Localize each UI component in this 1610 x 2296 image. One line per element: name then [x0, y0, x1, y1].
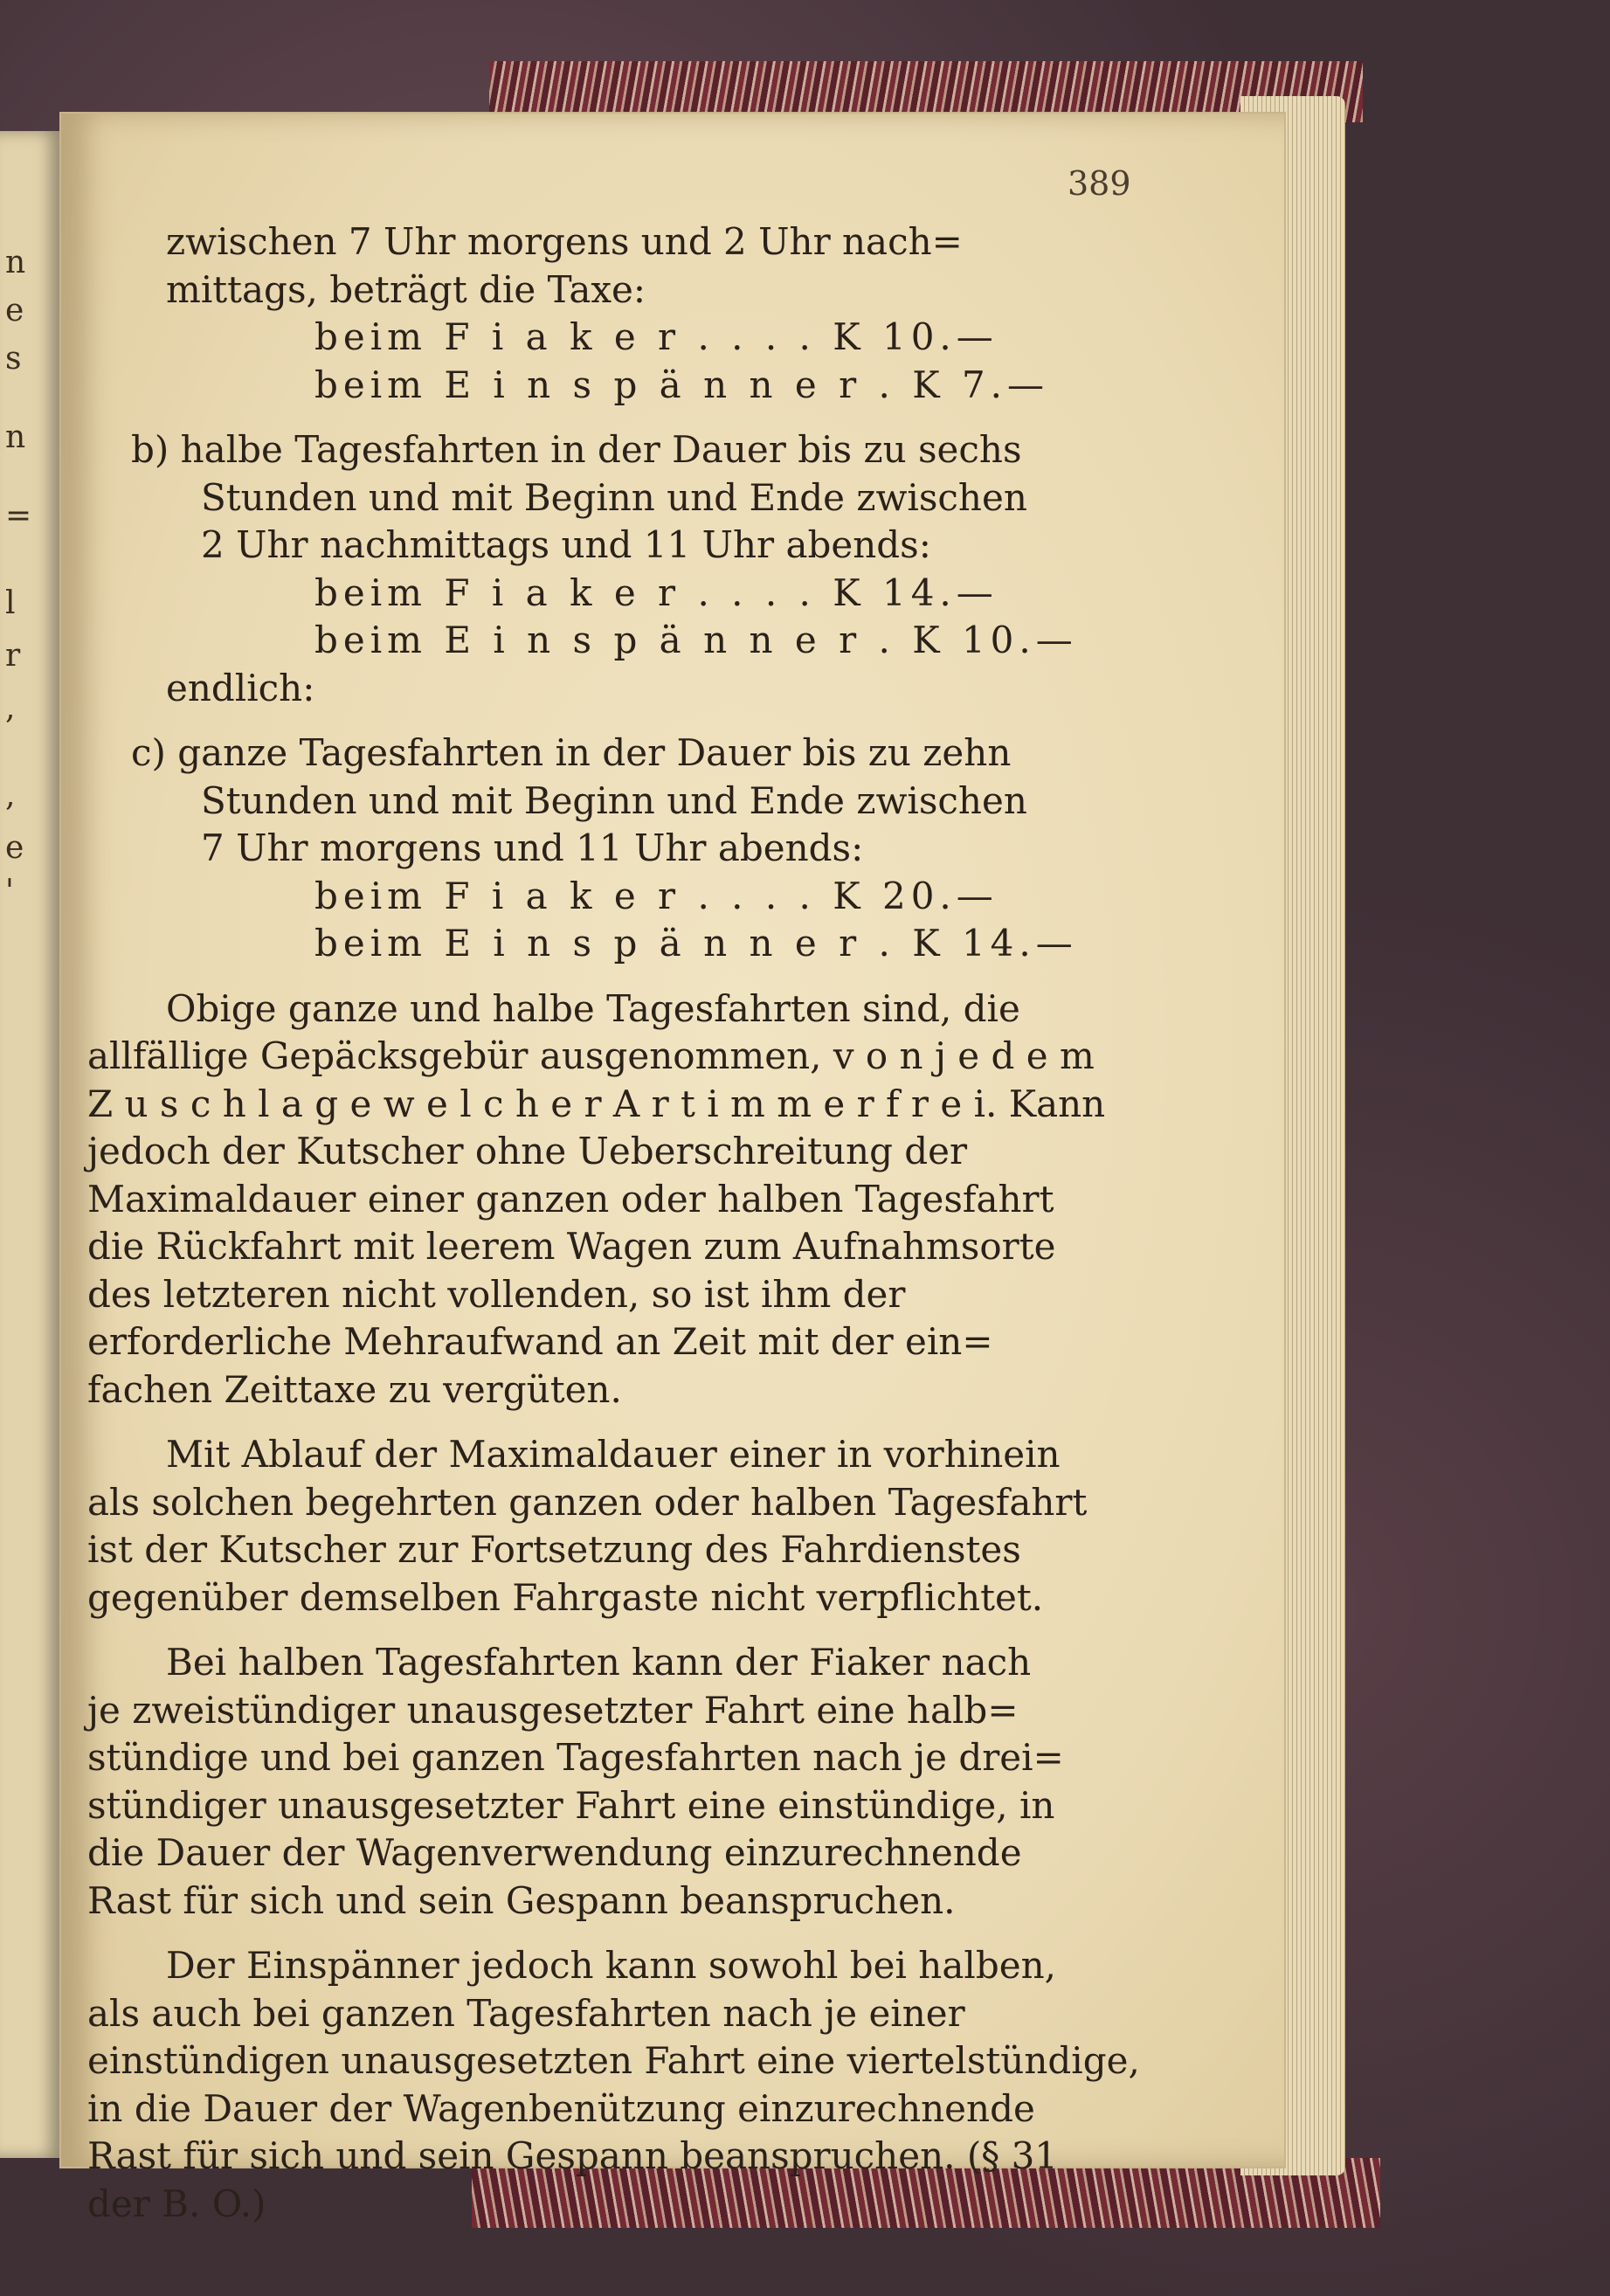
- paragraph-line: in die Dauer der Wagenbenützung einzurechnende: [87, 2086, 1035, 2130]
- paragraph-line: Rast für sich und sein Gespann beanspruchen. (§ 31: [87, 2134, 1059, 2177]
- paragraph-line: fachen Zeittaxe zu vergüten.: [87, 1367, 622, 1411]
- text-line: 7 Uhr morgens und 11 Uhr abends:: [201, 826, 864, 869]
- left-page-fragment: r: [5, 638, 21, 674]
- left-page-fragment: ,: [5, 690, 16, 726]
- left-page-fragment: e: [5, 293, 24, 328]
- paragraph-line: Mit Ablauf der Maximaldauer einer in vorhinein: [166, 1433, 1061, 1476]
- paragraph-line: Rast für sich und sein Gespann beanspruchen.: [87, 1878, 956, 1922]
- text-line: zwischen 7 Uhr morgens und 2 Uhr nach=: [166, 220, 963, 263]
- left-page-fragment: e: [5, 830, 24, 866]
- paragraph-line: Der Einspänner jedoch kann sowohl bei halben,: [166, 1944, 1056, 1987]
- paragraph-line: die Dauer der Wagenverwendung einzurechnende: [87, 1831, 1022, 1874]
- left-page-fragment: n: [5, 245, 26, 280]
- paragraph-line: Maximaldauer einer ganzen oder halben Tagesfahrt: [87, 1177, 1054, 1221]
- fare-line: beim F i a k e r . . . . K 10.—: [314, 315, 998, 358]
- text-line: mittags, beträgt die Taxe:: [166, 267, 646, 311]
- text-line: endlich:: [166, 666, 315, 709]
- text-line: 2 Uhr nachmittags und 11 Uhr abends:: [201, 523, 931, 566]
- paragraph-line: Obige ganze und halbe Tagesfahrten sind, die: [166, 986, 1020, 1030]
- paragraph-line: je zweistündiger unausgesetzter Fahrt eine halb=: [87, 1688, 1019, 1732]
- paragraph-line: allfällige Gepäcksgebür ausgenommen, v o n j e d e m: [87, 1034, 1095, 1077]
- paragraph-line: ist der Kutscher zur Fortsetzung des Fahrdienstes: [87, 1528, 1021, 1571]
- fare-line: beim F i a k e r . . . . K 14.—: [314, 571, 998, 614]
- paragraph-line: der B. O.): [87, 2182, 266, 2225]
- left-page-fragment: l: [5, 585, 16, 621]
- left-page-fragment: ': [5, 874, 14, 909]
- paragraph-line: gegenüber demselben Fahrgaste nicht verpflichtet.: [87, 1575, 1044, 1619]
- fare-line: beim E i n s p ä n n e r . K 14.—: [314, 922, 1078, 965]
- paragraph-line: als solchen begehrten ganzen oder halben Tagesfahrt: [87, 1480, 1088, 1524]
- text-line: Stunden und mit Beginn und Ende zwischen: [201, 778, 1027, 822]
- list-item-b: b) halbe Tagesfahrten in der Dauer bis zu sechs: [131, 428, 1022, 471]
- paragraph-line: Z u s c h l a g e w e l c h e r A r t i m m e r f r e i. Kann: [87, 1082, 1106, 1125]
- paragraph-line: Bei halben Tagesfahrten kann der Fiaker nach: [166, 1641, 1032, 1684]
- paragraph-line: stündiger unausgesetzter Fahrt eine einstündige, in: [87, 1783, 1055, 1827]
- fare-line: beim F i a k e r . . . . K 20.—: [314, 874, 998, 917]
- paragraph-line: erforderliche Mehraufwand an Zeit mit der ein=: [87, 1320, 993, 1363]
- text-line: Stunden und mit Beginn und Ende zwischen: [201, 475, 1027, 519]
- paragraph-line: die Rückfahrt mit leerem Wagen zum Aufnahmsorte: [87, 1225, 1056, 1268]
- paragraph-line: einstündigen unausgesetzten Fahrt eine viertelstündige,: [87, 2039, 1140, 2082]
- list-item-c: c) ganze Tagesfahrten in der Dauer bis zu zehn: [131, 731, 1012, 774]
- left-page-fragment: n: [5, 419, 26, 455]
- fare-line: beim E i n s p ä n n e r . K 7.—: [314, 363, 1050, 406]
- paragraph-line: des letzteren nicht vollenden, so ist ihm der: [87, 1272, 906, 1316]
- left-page-fragment: =: [5, 498, 32, 534]
- paragraph-line: als auch bei ganzen Tagesfahrten nach je einer: [87, 1991, 965, 2035]
- left-page-fragment: s: [5, 341, 22, 377]
- page-number: 389: [1068, 164, 1131, 203]
- fare-line: beim E i n s p ä n n e r . K 10.—: [314, 619, 1078, 661]
- paragraph-line: jedoch der Kutscher ohne Ueberschreitung der: [87, 1130, 968, 1172]
- left-page-fragment: ,: [5, 778, 16, 813]
- page-text: [87, 218, 1197, 2228]
- left-page-margin: [0, 131, 63, 2158]
- paragraph-line: stündige und bei ganzen Tagesfahrten nach je drei=: [87, 1736, 1064, 1779]
